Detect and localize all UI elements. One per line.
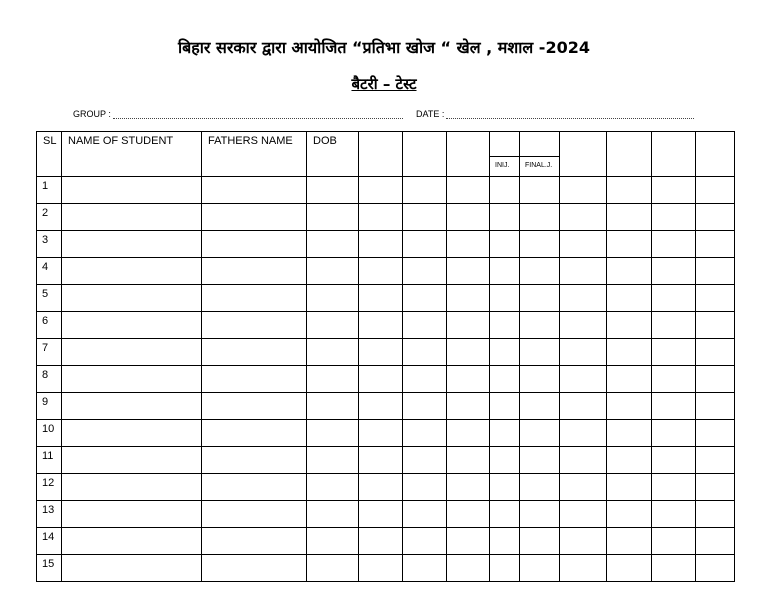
page-title: बिहार सरकार द्वारा आयोजित “प्रतिभा खोज “ खेल , मशाल -2024 <box>178 38 590 57</box>
table-row <box>37 447 735 474</box>
table-cell[interactable] <box>202 312 307 339</box>
table-cell[interactable] <box>202 393 307 420</box>
table-header-row <box>37 132 735 177</box>
table-cell[interactable] <box>359 366 403 393</box>
table-cell[interactable] <box>359 555 403 582</box>
table-row <box>37 501 735 528</box>
table-cell[interactable] <box>490 204 520 231</box>
table-cell[interactable] <box>62 555 202 582</box>
header-sl: SL <box>37 132 62 177</box>
table-cell[interactable] <box>359 285 403 312</box>
date-field[interactable] <box>416 109 694 119</box>
table-cell[interactable] <box>607 204 652 231</box>
header-fathers-name: FATHERS NAME <box>202 132 307 177</box>
table-cell[interactable] <box>652 420 696 447</box>
table-cell[interactable] <box>307 312 359 339</box>
table-cell[interactable] <box>607 339 652 366</box>
table-cell[interactable] <box>652 339 696 366</box>
table-cell[interactable] <box>62 420 202 447</box>
row-number: 3 <box>37 231 62 258</box>
table-cell[interactable] <box>359 501 403 528</box>
table-cell[interactable] <box>447 312 490 339</box>
table-cell[interactable] <box>696 366 735 393</box>
table-cell[interactable] <box>307 231 359 258</box>
table-cell[interactable] <box>607 420 652 447</box>
table-cell[interactable] <box>447 204 490 231</box>
table-cell[interactable] <box>447 258 490 285</box>
table-cell[interactable] <box>520 501 560 528</box>
table-cell[interactable] <box>607 393 652 420</box>
table-cell[interactable] <box>560 231 607 258</box>
table-cell[interactable] <box>62 204 202 231</box>
group-blank-line <box>113 109 403 119</box>
table-row <box>37 366 735 393</box>
table-cell[interactable] <box>62 258 202 285</box>
table-cell[interactable] <box>520 474 560 501</box>
table-cell[interactable] <box>520 258 560 285</box>
table-cell[interactable] <box>403 204 447 231</box>
table-cell[interactable] <box>403 501 447 528</box>
table-cell[interactable] <box>652 366 696 393</box>
table-cell[interactable] <box>652 177 696 204</box>
table-cell[interactable] <box>307 555 359 582</box>
table-cell[interactable] <box>307 366 359 393</box>
table-cell[interactable] <box>520 528 560 555</box>
table-cell[interactable] <box>202 177 307 204</box>
table-cell[interactable] <box>307 447 359 474</box>
table-cell[interactable] <box>202 231 307 258</box>
table-row <box>37 393 735 420</box>
table-cell[interactable] <box>307 285 359 312</box>
header-inij: INIJ. <box>490 132 520 177</box>
table-cell[interactable] <box>490 555 520 582</box>
date-label: DATE : <box>416 109 445 119</box>
table-cell[interactable] <box>403 528 447 555</box>
table-cell[interactable] <box>490 366 520 393</box>
table-cell[interactable] <box>403 474 447 501</box>
table-row <box>37 258 735 285</box>
table-cell[interactable] <box>560 393 607 420</box>
table-cell[interactable] <box>696 447 735 474</box>
table-cell[interactable] <box>607 447 652 474</box>
table-cell[interactable] <box>520 285 560 312</box>
table-cell[interactable] <box>447 528 490 555</box>
table-cell[interactable] <box>447 447 490 474</box>
row-number: 4 <box>37 258 62 285</box>
table-cell[interactable] <box>560 501 607 528</box>
table-cell[interactable] <box>652 204 696 231</box>
table-cell[interactable] <box>520 177 560 204</box>
table-cell[interactable] <box>696 555 735 582</box>
table-cell[interactable] <box>652 447 696 474</box>
row-number: 13 <box>37 501 62 528</box>
table-cell[interactable] <box>490 393 520 420</box>
table-cell[interactable] <box>62 231 202 258</box>
group-label: GROUP : <box>73 109 111 119</box>
table-row <box>37 204 735 231</box>
table-cell[interactable] <box>202 204 307 231</box>
table-cell[interactable] <box>490 447 520 474</box>
table-cell[interactable] <box>490 339 520 366</box>
table-cell[interactable] <box>490 420 520 447</box>
table-cell[interactable] <box>490 285 520 312</box>
table-cell[interactable] <box>696 393 735 420</box>
table-cell[interactable] <box>447 420 490 447</box>
table-cell[interactable] <box>307 528 359 555</box>
row-number: 15 <box>37 555 62 582</box>
table-cell[interactable] <box>307 204 359 231</box>
table-cell[interactable] <box>652 555 696 582</box>
table-cell[interactable] <box>447 285 490 312</box>
table-row <box>37 555 735 582</box>
table-cell[interactable] <box>447 177 490 204</box>
table-cell[interactable] <box>403 447 447 474</box>
row-number: 14 <box>37 528 62 555</box>
table-cell[interactable] <box>696 204 735 231</box>
table-cell[interactable] <box>62 339 202 366</box>
table-cell[interactable] <box>403 231 447 258</box>
table-cell[interactable] <box>520 393 560 420</box>
table-cell[interactable] <box>560 447 607 474</box>
table-cell[interactable] <box>520 339 560 366</box>
table-cell[interactable] <box>696 339 735 366</box>
table-cell[interactable] <box>560 285 607 312</box>
table-cell[interactable] <box>560 204 607 231</box>
table-cell[interactable] <box>696 231 735 258</box>
table-row <box>37 312 735 339</box>
table-cell[interactable] <box>202 366 307 393</box>
table-cell[interactable] <box>403 177 447 204</box>
table-cell[interactable] <box>359 258 403 285</box>
header-blank-5 <box>607 132 652 177</box>
table-cell[interactable] <box>607 231 652 258</box>
table-row <box>37 528 735 555</box>
table-cell[interactable] <box>490 231 520 258</box>
table-cell[interactable] <box>62 474 202 501</box>
table-cell[interactable] <box>307 474 359 501</box>
table-cell[interactable] <box>696 420 735 447</box>
table-cell[interactable] <box>696 312 735 339</box>
page-subtitle: बैटरी – टेस्ट <box>351 75 417 93</box>
table-cell[interactable] <box>447 474 490 501</box>
row-number: 12 <box>37 474 62 501</box>
table-cell[interactable] <box>202 285 307 312</box>
table-cell[interactable] <box>62 285 202 312</box>
table-cell[interactable] <box>520 447 560 474</box>
table-cell[interactable] <box>62 447 202 474</box>
table-cell[interactable] <box>607 177 652 204</box>
table-cell[interactable] <box>403 555 447 582</box>
table-cell[interactable] <box>490 312 520 339</box>
table-cell[interactable] <box>307 258 359 285</box>
group-field[interactable] <box>73 109 403 119</box>
table-cell[interactable] <box>607 474 652 501</box>
table-cell[interactable] <box>652 312 696 339</box>
table-cell[interactable] <box>202 501 307 528</box>
table-cell[interactable] <box>359 177 403 204</box>
table-cell[interactable] <box>490 177 520 204</box>
table-cell[interactable] <box>607 285 652 312</box>
table-cell[interactable] <box>202 447 307 474</box>
table-cell[interactable] <box>696 177 735 204</box>
table-cell[interactable] <box>520 204 560 231</box>
table-cell[interactable] <box>359 204 403 231</box>
table-cell[interactable] <box>307 177 359 204</box>
table-cell[interactable] <box>62 177 202 204</box>
table-cell[interactable] <box>652 501 696 528</box>
table-cell[interactable] <box>359 447 403 474</box>
row-number: 8 <box>37 366 62 393</box>
table-cell[interactable] <box>202 474 307 501</box>
table-cell[interactable] <box>447 366 490 393</box>
header-blank-3 <box>447 132 490 177</box>
table-cell[interactable] <box>560 366 607 393</box>
table-cell[interactable] <box>403 258 447 285</box>
table-row <box>37 339 735 366</box>
table-cell[interactable] <box>359 420 403 447</box>
table-cell[interactable] <box>607 366 652 393</box>
table-cell[interactable] <box>652 285 696 312</box>
table-cell[interactable] <box>490 258 520 285</box>
header-blank-1 <box>359 132 403 177</box>
table-cell[interactable] <box>696 501 735 528</box>
table-cell[interactable] <box>607 501 652 528</box>
table-cell[interactable] <box>520 312 560 339</box>
table-cell[interactable] <box>696 474 735 501</box>
table-cell[interactable] <box>307 393 359 420</box>
row-number: 9 <box>37 393 62 420</box>
table-cell[interactable] <box>307 501 359 528</box>
table-cell[interactable] <box>403 285 447 312</box>
row-number: 1 <box>37 177 62 204</box>
table-cell[interactable] <box>62 366 202 393</box>
table-cell[interactable] <box>403 366 447 393</box>
table-row <box>37 231 735 258</box>
table-cell[interactable] <box>560 339 607 366</box>
header-blank-2 <box>403 132 447 177</box>
table-cell[interactable] <box>359 528 403 555</box>
table-cell[interactable] <box>652 474 696 501</box>
header-blank-7 <box>696 132 735 177</box>
table-cell[interactable] <box>652 393 696 420</box>
table-cell[interactable] <box>307 339 359 366</box>
table-cell[interactable] <box>607 555 652 582</box>
table-cell[interactable] <box>560 258 607 285</box>
table-cell[interactable] <box>520 231 560 258</box>
table-cell[interactable] <box>520 555 560 582</box>
table-cell[interactable] <box>202 339 307 366</box>
table-cell[interactable] <box>62 393 202 420</box>
header-blank-4 <box>560 132 607 177</box>
row-number: 7 <box>37 339 62 366</box>
table-row <box>37 285 735 312</box>
table-cell[interactable] <box>490 528 520 555</box>
table-cell[interactable] <box>202 420 307 447</box>
table-cell[interactable] <box>307 420 359 447</box>
table-cell[interactable] <box>490 474 520 501</box>
table-cell[interactable] <box>403 339 447 366</box>
table-cell[interactable] <box>403 312 447 339</box>
table-cell[interactable] <box>447 231 490 258</box>
date-blank-line <box>446 109 694 119</box>
table-cell[interactable] <box>62 528 202 555</box>
header-dob: DOB <box>307 132 359 177</box>
table-cell[interactable] <box>202 258 307 285</box>
table-cell[interactable] <box>696 285 735 312</box>
table-cell[interactable] <box>490 501 520 528</box>
table-cell[interactable] <box>359 339 403 366</box>
table-cell[interactable] <box>403 420 447 447</box>
table-cell[interactable] <box>202 528 307 555</box>
table-cell[interactable] <box>359 312 403 339</box>
header-blank-6 <box>652 132 696 177</box>
table-row <box>37 474 735 501</box>
table-cell[interactable] <box>359 474 403 501</box>
table-cell[interactable] <box>447 555 490 582</box>
table-cell[interactable] <box>62 501 202 528</box>
table-row <box>37 177 735 204</box>
table-cell[interactable] <box>359 231 403 258</box>
table-cell[interactable] <box>652 231 696 258</box>
table-cell[interactable] <box>607 528 652 555</box>
table-cell[interactable] <box>607 258 652 285</box>
student-table <box>36 131 735 582</box>
table-cell[interactable] <box>560 420 607 447</box>
table-cell[interactable] <box>696 258 735 285</box>
header-name-of-student: NAME OF STUDENT <box>62 132 202 177</box>
table-cell[interactable] <box>520 420 560 447</box>
table-cell[interactable] <box>607 312 652 339</box>
header-finalj: FINAL.J. <box>520 132 560 177</box>
table-cell[interactable] <box>560 312 607 339</box>
table-cell[interactable] <box>359 393 403 420</box>
table-cell[interactable] <box>560 474 607 501</box>
table-row <box>37 420 735 447</box>
table-cell[interactable] <box>560 555 607 582</box>
table-cell[interactable] <box>447 339 490 366</box>
table-cell[interactable] <box>447 501 490 528</box>
table-cell[interactable] <box>652 258 696 285</box>
row-number: 5 <box>37 285 62 312</box>
table-cell[interactable] <box>652 528 696 555</box>
table-cell[interactable] <box>403 393 447 420</box>
table-cell[interactable] <box>560 528 607 555</box>
row-number: 6 <box>37 312 62 339</box>
table-cell[interactable] <box>560 177 607 204</box>
table-cell[interactable] <box>202 555 307 582</box>
table-cell[interactable] <box>696 528 735 555</box>
table-cell[interactable] <box>62 312 202 339</box>
row-number: 10 <box>37 420 62 447</box>
table-cell[interactable] <box>520 366 560 393</box>
row-number: 11 <box>37 447 62 474</box>
row-number: 2 <box>37 204 62 231</box>
table-cell[interactable] <box>447 393 490 420</box>
